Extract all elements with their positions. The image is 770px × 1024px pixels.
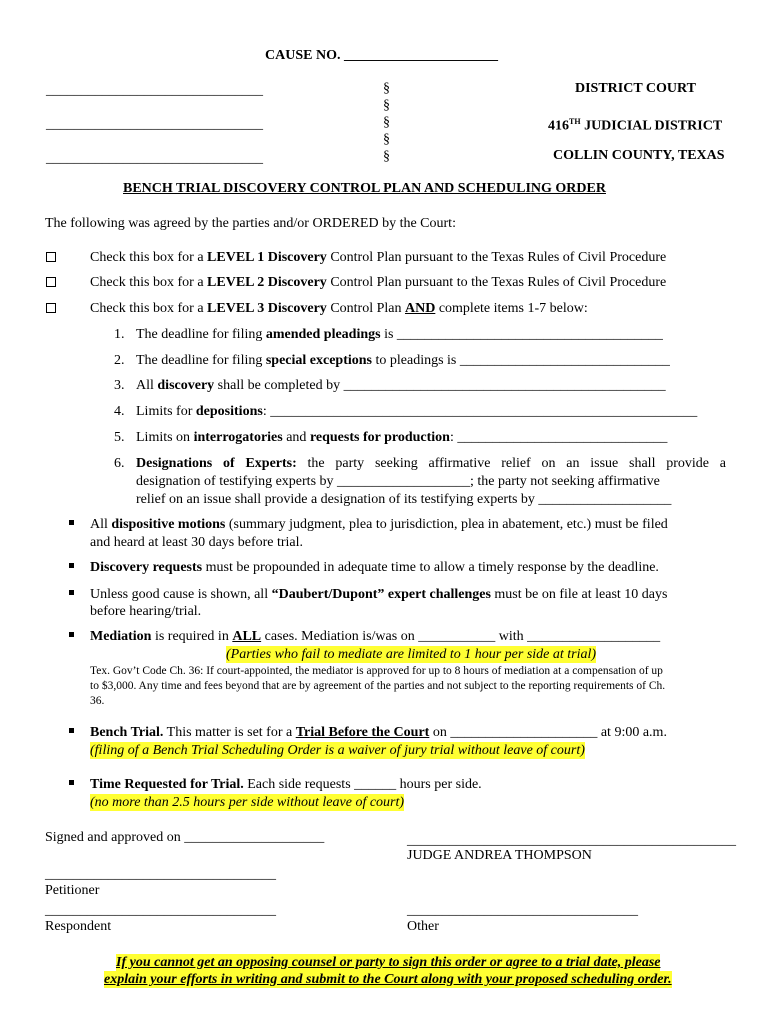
item-4-text: Limits for depositions: _____________________________________________________________ [136,404,698,419]
level-1-checkbox[interactable] [46,252,56,262]
item-5-text: Limits on interrogatories and requests for production: ______________________________ [136,430,668,445]
item-6-line-2: designation of testifying experts by ___________________; the party not seeking affirmative [136,474,660,489]
county-name: COLLIN COUNTY, TEXAS [553,148,725,163]
cause-number: CAUSE NO. ______________________ [265,48,498,63]
bench-trial-note: (filing of a Bench Trial Scheduling Order is a waiver of jury trial without leave of court) [90,743,585,758]
time-requested-note: (no more than 2.5 hours per side without leave of court) [90,795,405,810]
party-blank-3: _______________________________ [46,151,263,166]
party-blank-2: _______________________________ [46,117,263,132]
item-2-number: 2. [114,353,125,368]
section-mark: § [383,81,390,96]
other-label: Other [407,919,439,934]
dispositive-line-1: All dispositive motions (summary judgment, plea to jurisdiction, plea in abatement, etc.) must be filed [90,517,668,532]
document-title: BENCH TRIAL DISCOVERY CONTROL PLAN AND SCHEDULING ORDER [123,181,606,196]
discovery-requests-text: Discovery requests must be propounded in adequate time to allow a timely response by the deadline. [90,560,659,575]
petitioner-signature-line: _________________________________ [45,867,276,882]
respondent-label: Respondent [45,919,112,934]
party-blank-1: _______________________________ [46,83,263,98]
judge-signature-line: _______________________________________________ [407,833,736,848]
bullet-marker [69,632,74,637]
intro-text: The following was agreed by the parties and/or ORDERED by the Court: [45,216,456,231]
level-1-label: Check this box for a LEVEL 1 Discovery Control Plan pursuant to the Texas Rules of Civil Procedure [90,250,667,265]
item-3-number: 3. [114,378,125,393]
section-mark: § [383,98,390,113]
level-3-label: Check this box for a LEVEL 3 Discovery Control Plan AND complete items 1-7 below: [90,301,588,316]
time-requested-line: Time Requested for Trial. Each side requests ______ hours per side. [90,777,482,792]
item-5-number: 5. [114,430,125,445]
judicial-district: 416TH JUDICIAL DISTRICT [548,117,723,134]
section-mark: § [383,149,390,164]
bench-trial-line: Bench Trial. This matter is set for a Trial Before the Court on _____________________ at 9:00 a.m. [90,725,667,740]
item-4-number: 4. [114,404,125,419]
item-1-text: The deadline for filing amended pleadings is ______________________________________ [136,327,663,342]
item-6-line-3: relief on an issue shall provide a designation of its testifying experts by ___________________ [136,492,672,507]
bullet-marker [69,780,74,785]
level-2-checkbox[interactable] [46,277,56,287]
footer-instruction-line-1: If you cannot get an opposing counsel or party to sign this order or agree to a trial date, please [116,955,661,970]
level-3-checkbox[interactable] [46,303,56,313]
bullet-marker [69,728,74,733]
mediation-statute-line-3: 36. [90,695,105,707]
judge-name: JUDGE ANDREA THOMPSON [407,848,592,863]
mediation-note: (Parties who fail to mediate are limited to 1 hour per side at trial) [226,647,597,662]
mediation-line: Mediation is required in ALL cases. Mediation is/was on ___________ with ___________________ [90,629,661,644]
item-6-line-1: Designations of Experts: the party seeking affirmative relief on an issue shall provide a [136,456,726,471]
item-6-number: 6. [114,456,125,471]
other-signature-line: _________________________________ [407,903,638,918]
bullet-marker [69,590,74,595]
item-2-text: The deadline for filing special exceptions to pleadings is ______________________________ [136,353,670,368]
footer-instruction-line-2: explain your efforts in writing and submit to the Court along with your proposed scheduling order. [104,972,672,987]
respondent-signature-line: _________________________________ [45,903,276,918]
bullet-marker [69,520,74,525]
mediation-statute-line-1: Tex. Gov’t Code Ch. 36: If court-appointed, the mediator is approved for up to 8 hours of mediation at a compensation of up [90,665,663,677]
court-name: DISTRICT COURT [575,81,697,96]
daubert-line-2: before hearing/trial. [90,604,202,619]
dispositive-line-2: and heard at least 30 days before trial. [90,535,304,550]
level-2-label: Check this box for a LEVEL 2 Discovery Control Plan pursuant to the Texas Rules of Civil Procedure [90,275,667,290]
petitioner-label: Petitioner [45,883,100,898]
item-3-text: All discovery shall be completed by ______________________________________________ [136,378,666,393]
signed-date-line: Signed and approved on ____________________ [45,830,325,845]
item-1-number: 1. [114,327,125,342]
bullet-marker [69,563,74,568]
section-mark: § [383,115,390,130]
section-mark: § [383,132,390,147]
mediation-statute-line-2: to $3,000. Any time and fees beyond that are by agreement of the parties and not subject to the reporting requirements of Ch. [90,680,666,692]
daubert-line-1: Unless good cause is shown, all “Daubert/Dupont” expert challenges must be on file at least 10 days [90,587,668,602]
